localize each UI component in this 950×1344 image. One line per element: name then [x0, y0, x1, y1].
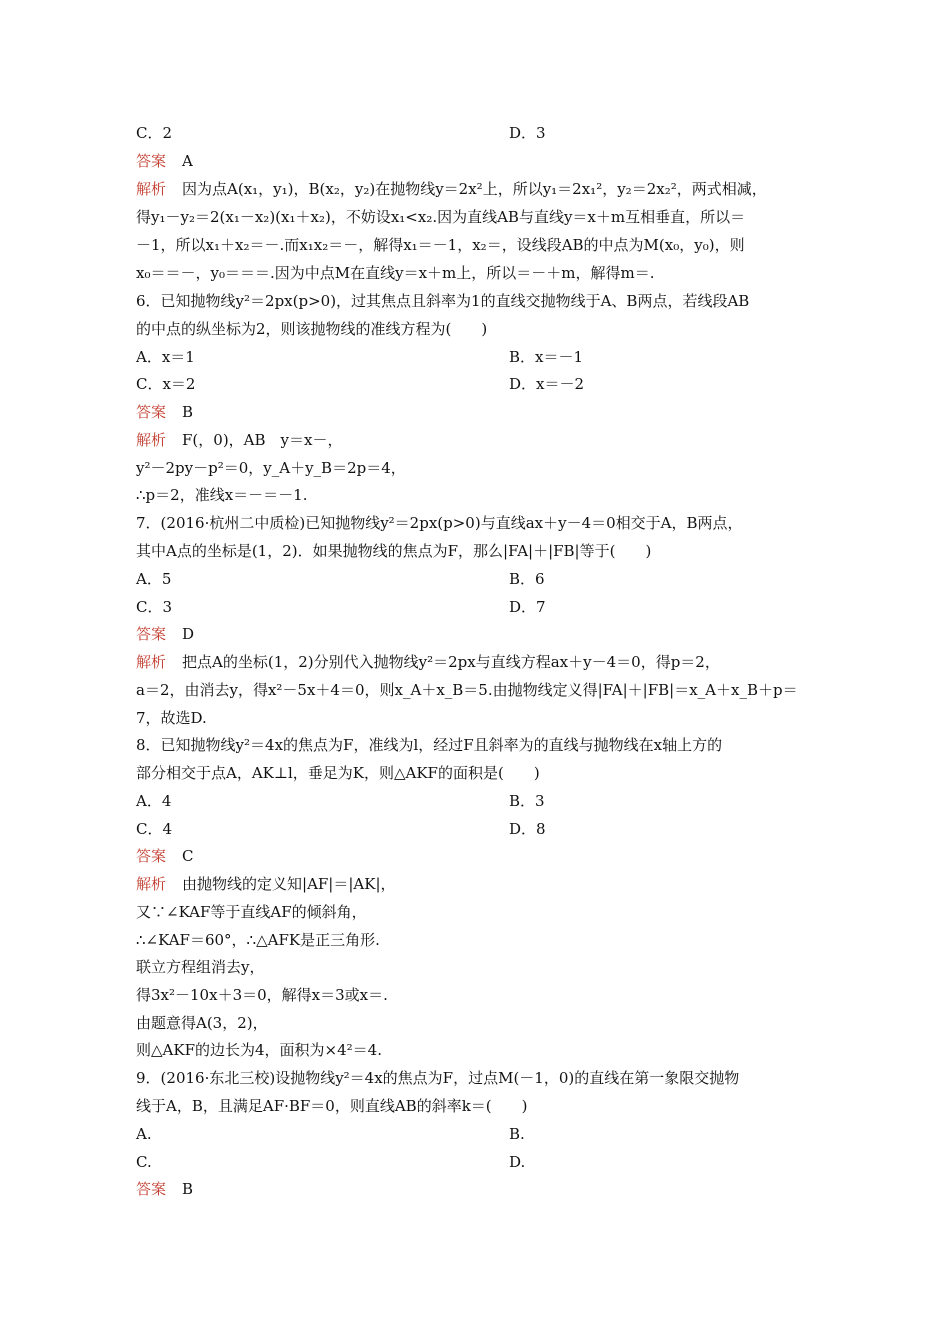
question-7: 7．(2016·杭州二中质检)已知抛物线y²＝2px(p>0)与直线ax＋y－4＝0相交于A，B两点，	[136, 514, 743, 532]
answer-label: 答案	[136, 1180, 167, 1198]
answer-line	[136, 624, 816, 644]
options-row	[136, 597, 816, 617]
option-c: C．2	[136, 124, 173, 142]
answer-value: D	[182, 625, 195, 643]
option-c: C.	[136, 1153, 152, 1171]
options-row	[136, 819, 816, 839]
text-line: 7，故选D.	[136, 709, 207, 727]
text-line: ∴∠KAF＝60°，∴△AFK是正三角形.	[136, 931, 380, 949]
option-a: A．5	[136, 570, 172, 588]
analysis-label: 解析	[136, 180, 167, 198]
option-d: D.	[509, 1153, 526, 1171]
answer-label: 答案	[136, 152, 167, 170]
option-c: C．x＝2	[136, 375, 196, 393]
analysis-text: 把点A的坐标(1，2)分别代入抛物线y²＝2px与直线方程ax＋y－4＝0，得p＝2，	[182, 653, 720, 671]
option-a: A.	[136, 1125, 152, 1143]
answer-label: 答案	[136, 847, 167, 865]
option-a: A．x＝1	[136, 348, 195, 366]
options-row	[136, 123, 816, 143]
option-d: D．x＝－2	[509, 375, 585, 393]
text-line: 由题意得A(3，2)，	[136, 1014, 268, 1032]
answer-line	[136, 151, 816, 171]
text-line: 联立方程组消去y，	[136, 958, 265, 976]
answer-line	[136, 846, 816, 866]
text-line: y²－2py－p²＝0，y_A＋y_B＝2p＝4，	[136, 459, 406, 477]
text-line: 得y₁－y₂＝2(x₁－x₂)(x₁＋x₂)，不妨设x₁<x₂.因为直线AB与直线y＝x＋m互相垂直，所以＝	[136, 208, 746, 226]
option-a: A．4	[136, 792, 172, 810]
option-d: D．7	[509, 598, 546, 616]
analysis-label: 解析	[136, 875, 167, 893]
option-c: C．4	[136, 820, 173, 838]
analysis-text: F(，0)，AB y＝x－，	[182, 431, 343, 449]
answer-value: B	[182, 1180, 194, 1198]
answer-line	[136, 402, 816, 422]
option-b: B．3	[509, 792, 545, 810]
analysis-line	[136, 874, 816, 894]
analysis-line	[136, 652, 816, 672]
question-9: 9．(2016·东北三校)设抛物线y²＝4x的焦点为F，过点M(－1，0)的直线在第一象限交抛物	[136, 1069, 740, 1087]
options-row	[136, 1124, 816, 1144]
answer-value: C	[182, 847, 194, 865]
text-line: 部分相交于点A，AK⊥l，垂足为K，则△AKF的面积是( )	[136, 764, 540, 782]
option-d: D．3	[509, 124, 546, 142]
text-line: a＝2，由消去y，得x²－5x＋4＝0，则x_A＋x_B＝5.由抛物线定义得|FA|＋|FB|＝x_A＋x_B＋p＝	[136, 681, 798, 699]
analysis-line	[136, 179, 816, 199]
analysis-text: 因为点A(x₁，y₁)，B(x₂，y₂)在抛物线y＝2x²上，所以y₁＝2x₁²，y₂＝2x₂²，两式相减，	[182, 180, 767, 198]
options-row	[136, 347, 816, 367]
option-b: B．6	[509, 570, 545, 588]
text-line: ∴p＝2，准线x＝－＝－1.	[136, 486, 308, 504]
text-line: x₀＝＝－，y₀＝＝＝.因为中点M在直线y＝x＋m上，所以＝－＋m，解得m＝.	[136, 264, 655, 282]
option-b: B．x＝－1	[509, 348, 584, 366]
option-d: D．8	[509, 820, 546, 838]
text-line: 的中点的纵坐标为2，则该抛物线的准线方程为( )	[136, 320, 488, 338]
text-line: 线于A，B，且满足AF·BF＝0，则直线AB的斜率k＝( )	[136, 1097, 528, 1115]
analysis-label: 解析	[136, 431, 167, 449]
text-line: 又∵∠KAF等于直线AF的倾斜角，	[136, 903, 367, 921]
text-line: 得3x²－10x＋3＝0，解得x＝3或x＝.	[136, 986, 388, 1004]
answer-line	[136, 1179, 816, 1199]
answer-label: 答案	[136, 403, 167, 421]
answer-value: B	[182, 403, 194, 421]
analysis-line	[136, 430, 816, 450]
question-8: 8．已知抛物线y²＝4x的焦点为F，准线为l，经过F且斜率为的直线与抛物线在x轴上方的	[136, 736, 723, 754]
text-line: 其中A点的坐标是(1，2)．如果抛物线的焦点为F，那么|FA|＋|FB|等于( )	[136, 542, 652, 560]
analysis-text: 由抛物线的定义知|AF|＝|AK|，	[182, 875, 396, 893]
answer-label: 答案	[136, 625, 167, 643]
question-6: 6．已知抛物线y²＝2px(p>0)，过其焦点且斜率为1的直线交抛物线于A、B两点，若线段AB	[136, 292, 750, 310]
options-row	[136, 1152, 816, 1172]
option-c: C．3	[136, 598, 173, 616]
options-row	[136, 374, 816, 394]
options-row	[136, 791, 816, 811]
options-row	[136, 569, 816, 589]
text-line: －1，所以x₁＋x₂＝－.而x₁x₂＝－，解得x₁＝－1，x₂＝，设线段AB的中点为M(x₀，y₀)，则	[136, 236, 745, 254]
analysis-label: 解析	[136, 653, 167, 671]
option-b: B.	[509, 1125, 525, 1143]
answer-value: A	[182, 152, 193, 170]
text-line: 则△AKF的边长为4，面积为×4²＝4.	[136, 1041, 382, 1059]
